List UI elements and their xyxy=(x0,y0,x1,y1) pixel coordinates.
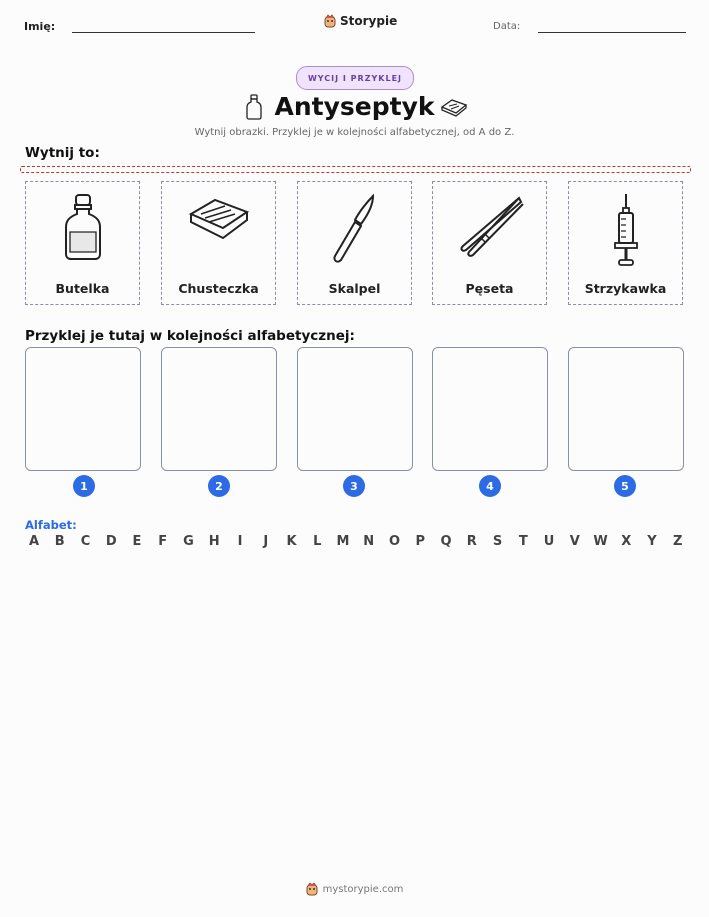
cut-card-tweezers[interactable] xyxy=(432,181,547,305)
alphabet-title: Alfabet: xyxy=(25,518,77,532)
cut-card-scalpel[interactable] xyxy=(297,181,412,305)
alphabet-letter: A xyxy=(28,534,40,549)
paste-slot[interactable] xyxy=(161,347,277,471)
alphabet-letter: S xyxy=(492,534,503,549)
slot-number: 1 xyxy=(73,475,95,497)
wipe-icon xyxy=(440,97,468,117)
alphabet-letter: F xyxy=(158,534,168,549)
alphabet-letter: W xyxy=(593,534,608,549)
card-label: Butelka xyxy=(55,281,110,296)
name-label: Imię: xyxy=(24,20,56,33)
bottle-icon xyxy=(58,192,108,262)
brand-name: Storypie xyxy=(340,14,398,28)
footer-site: mystorypie.com xyxy=(322,883,404,895)
alphabet-letter: T xyxy=(518,534,528,549)
pie-mascot-icon xyxy=(306,882,318,896)
slot-number: 4 xyxy=(479,475,501,497)
alphabet-letter: K xyxy=(286,534,297,549)
cut-line xyxy=(20,166,691,173)
alphabet-letter: C xyxy=(80,534,91,549)
alphabet-letter: P xyxy=(415,534,426,549)
syringe-icon xyxy=(606,192,646,270)
alphabet-letter: Z xyxy=(673,534,683,549)
brand-logo xyxy=(324,14,397,28)
wipe-icon xyxy=(187,192,251,252)
activity-badge: WYCIJ I PRZYKLEJ xyxy=(296,66,414,90)
cut-card-wipe[interactable] xyxy=(161,181,276,305)
paste-section-title: Przyklej je tutaj w kolejności alfabetycznej: xyxy=(25,328,355,344)
date-line[interactable] xyxy=(538,32,686,33)
card-label: Pęseta xyxy=(465,281,514,296)
alphabet-letter: N xyxy=(363,534,375,549)
alphabet-letter: Y xyxy=(647,534,657,549)
page-title: Antyseptyk xyxy=(274,92,435,121)
cut-section-title: Wytnij to: xyxy=(25,145,100,161)
alphabet-letter: J xyxy=(263,534,269,549)
paste-slot[interactable] xyxy=(297,347,413,471)
alphabet-row xyxy=(24,534,688,549)
scalpel-icon xyxy=(325,192,385,270)
alphabet-letter: D xyxy=(105,534,117,549)
slot-number: 3 xyxy=(343,475,365,497)
pie-mascot-icon xyxy=(324,14,336,28)
date-label: Data: xyxy=(493,21,521,32)
cut-card-syringe[interactable] xyxy=(568,181,683,305)
alphabet-letter: E xyxy=(132,534,142,549)
paste-slot[interactable] xyxy=(568,347,684,471)
paste-slot[interactable] xyxy=(25,347,141,471)
alphabet-letter: M xyxy=(336,534,350,549)
alphabet-letter: U xyxy=(543,534,555,549)
alphabet-letter: H xyxy=(208,534,220,549)
card-label: Skalpel xyxy=(328,281,381,296)
slot-number: 5 xyxy=(614,475,636,497)
paste-slot[interactable] xyxy=(432,347,548,471)
slot-number: 2 xyxy=(208,475,230,497)
name-line[interactable] xyxy=(72,32,255,33)
alphabet-letter: L xyxy=(313,534,322,549)
alphabet-letter: G xyxy=(183,534,194,549)
card-label: Strzykawka xyxy=(584,281,667,296)
alphabet-letter: O xyxy=(388,534,401,549)
alphabet-letter: I xyxy=(237,534,243,549)
cut-card-bottle[interactable] xyxy=(25,181,140,305)
alphabet-letter: X xyxy=(621,534,632,549)
alphabet-letter: R xyxy=(466,534,477,549)
alphabet-letter: V xyxy=(569,534,580,549)
alphabet-letter: Q xyxy=(440,534,452,549)
instructions: Wytnij obrazki. Przyklej je w kolejności alfabetycznej, od A do Z. xyxy=(194,127,515,138)
footer xyxy=(0,882,709,896)
alphabet-letter: B xyxy=(54,534,65,549)
tweezers-icon xyxy=(455,192,525,258)
card-label: Chusteczka xyxy=(178,281,259,296)
